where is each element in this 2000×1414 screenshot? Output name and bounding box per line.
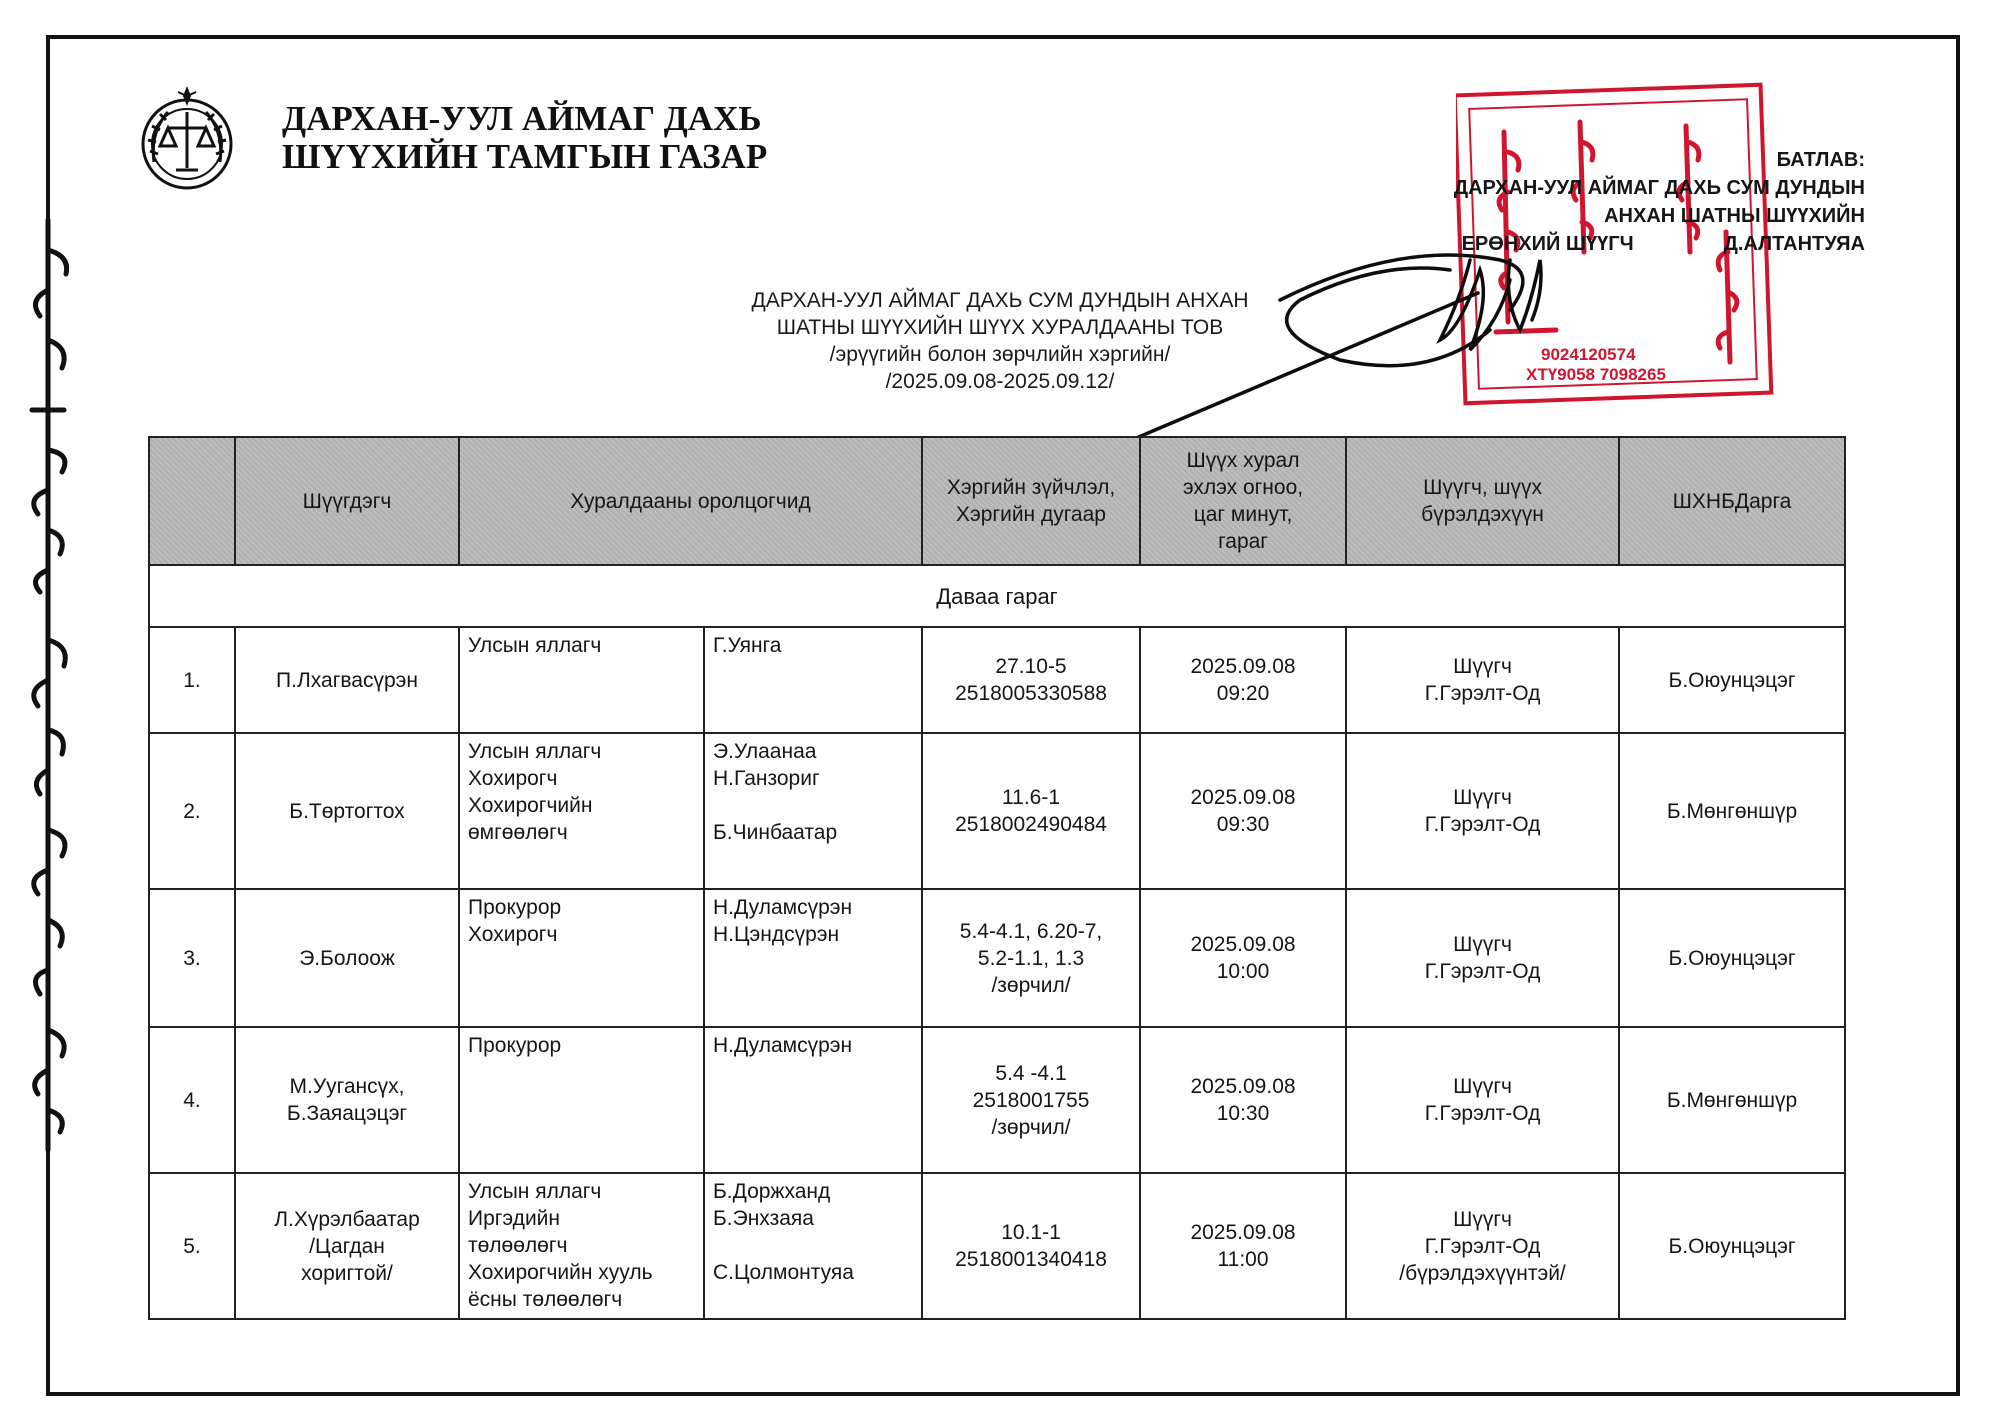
case-line: 2518002490484 [955,813,1107,836]
judge-cell [1346,1173,1619,1319]
judge-line: Шүүгч [1453,933,1512,956]
judge-cell [1346,1027,1619,1173]
judge-line: /бүрэлдэхүүнтэй/ [1399,1261,1566,1285]
participant-names-cell [704,627,922,733]
names-line: Б.Энхзаяа [713,1207,814,1230]
defendant-cell [235,627,459,733]
header-number [149,437,235,565]
approval-court-line1: ДАРХАН-УУЛ АЙМАГ ДАХЬ СУМ ДУНДЫН [1453,177,1865,199]
names-line: Н.Цэндсүрэн [713,923,840,946]
court-emblem-logo [138,82,236,200]
hearing-date: 2025.09.08 [1190,786,1296,809]
day-label: Даваа гараг [149,565,1845,627]
names-line: Б.Чинбаатар [713,821,838,844]
judge-cell [1346,627,1619,733]
case-cell [922,733,1140,889]
roles-line: Улсын яллагч [468,1180,602,1203]
case-line: 10.1-1 [1001,1221,1061,1244]
defendant-line: Б.Төртогтох [289,799,405,823]
names-line: Н.Дуламсүрэн [713,896,853,919]
secretary-cell: Б.Оюунцэцэг [1619,1173,1845,1319]
organization-title-line2: ШҮҮХИЙН ТАМГЫН ГАЗАР [282,137,768,176]
names-line: Г.Уянга [713,634,782,657]
judge-line: Г.Гэрэлт-Од [1424,682,1541,705]
case-line: 11.6-1 [1002,786,1061,809]
names-line: Э.Улаанаа [713,740,817,763]
table-row [149,627,1845,733]
roles-line: Улсын яллагч [468,634,602,657]
hearing-schedule-table [148,436,1846,1320]
secretary-cell: Б.Мөнгөншүр [1619,733,1845,889]
defendant-line: Э.Болоож [299,946,395,970]
approval-court-line2: АНХАН ШАТНЫ ШҮҮХИЙН [1604,205,1865,227]
defendant-line: Б.Заяацэцэг [286,1102,408,1125]
hearing-datetime-cell [1140,627,1346,733]
case-line: 27.10-5 [995,655,1067,678]
header-defendant: Шүүгдэгч [235,437,459,565]
hearing-time: 10:00 [1216,960,1270,983]
document-date-range: /2025.09.08-2025.09.12/ [885,370,1115,393]
secretary-cell: Б.Мөнгөншүр [1619,1027,1845,1173]
table-row [149,1173,1845,1319]
header-judge: Шүүгч, шүүх бүрэлдэхүүн [1346,437,1619,565]
header-participants: Хуралдааны оролцогчид [459,437,922,565]
judge-cell [1346,733,1619,889]
defendant-line: /Цагдан [309,1234,385,1258]
approval-label: БАТЛАВ: [1776,149,1865,171]
roles-line: Хохирогчийн хууль [468,1261,653,1284]
defendant-cell [235,889,459,1027]
defendant-line: П.Лхагвасүрэн [276,668,418,692]
hearing-date: 2025.09.08 [1190,1075,1296,1098]
roles-line: Улсын яллагч [468,740,602,763]
hearing-datetime-cell [1140,1173,1346,1319]
hearing-time: 09:30 [1216,813,1270,836]
names-line: Н.Ганзориг [713,767,820,790]
case-line: /зөрчил/ [991,973,1071,997]
row-number: 3. [149,889,235,1027]
judge-line: Г.Гэрэлт-Од [1424,1102,1541,1125]
participant-roles-cell [459,627,704,733]
document-title-block [720,287,1280,395]
hearing-time: 10:30 [1216,1102,1270,1125]
document-subtitle: /эрүүгийн болон зөрчлийн хэргийн/ [829,343,1171,366]
defendant-cell [235,1173,459,1319]
case-line: 5.2-1.1, 1.3 [977,946,1085,970]
judge-line: Шүүгч [1453,655,1512,678]
roles-line: Хохирогч [468,767,558,790]
stamp-number-1: 9024120574 [1541,345,1636,364]
case-cell [922,1027,1140,1173]
hearing-time: 11:00 [1217,1248,1269,1271]
judge-line: Шүүгч [1453,1075,1512,1098]
participant-names-cell [704,1173,922,1319]
organization-title [282,100,767,176]
participant-names-cell [704,889,922,1027]
case-cell [922,889,1140,1027]
day-row [149,565,1845,627]
row-number: 2. [149,733,235,889]
names-line: Н.Дуламсүрэн [713,1034,853,1057]
table-row [149,1027,1845,1173]
hearing-date: 2025.09.08 [1190,655,1296,678]
row-number: 5. [149,1173,235,1319]
defendant-cell [235,1027,459,1173]
header-case: Хэргийн зүйчлэл, Хэргийн дугаар [922,437,1140,565]
participant-roles-cell [459,889,704,1027]
judge-line: Г.Гэрэлт-Од [1424,960,1541,983]
roles-line: Хохирогч [468,923,558,946]
roles-line: өмгөөлөгч [468,821,568,844]
names-line: Б.Доржханд [713,1180,831,1203]
judge-line: Шүүгч [1453,786,1512,809]
defendant-line: Л.Хүрэлбаатар [274,1207,420,1231]
roles-line: төлөөлөгч [468,1234,568,1257]
document-title-line2: ШАТНЫ ШҮҮХИЙН ШҮҮХ ХУРАЛДААНЫ ТОВ [776,316,1224,339]
hearing-time: 09:20 [1216,682,1270,705]
participant-roles-cell [459,1173,704,1319]
judge-cell [1346,889,1619,1027]
table-row [149,733,1845,889]
case-line: 2518005330588 [955,682,1107,705]
table-header-row [149,437,1845,565]
judge-line: Г.Гэрэлт-Од [1424,813,1541,836]
stamp-number-2: ХТҮ9058 7098265 [1526,365,1666,384]
header-start-time: Шүүх хурал эхлэх огноо, цаг минут, гараг [1140,437,1346,565]
participant-names-cell [704,1027,922,1173]
roles-line: Прокурор [468,896,562,919]
participant-roles-cell [459,733,704,889]
secretary-cell: Б.Оюунцэцэг [1619,889,1845,1027]
row-number: 1. [149,627,235,733]
judge-line: Г.Гэрэлт-Од [1424,1234,1541,1258]
header-secretary: ШХНБДарга [1619,437,1845,565]
case-line: 2518001755 [972,1088,1090,1112]
roles-line: ёсны төлөөлөгч [468,1288,623,1311]
hearing-datetime-cell [1140,733,1346,889]
roles-line: Иргэдийн [468,1207,560,1230]
defendant-cell [235,733,459,889]
case-line: /зөрчил/ [991,1115,1071,1139]
case-cell [922,1173,1140,1319]
names-line: С.Цолмонтуяа [713,1261,854,1284]
hearing-date: 2025.09.08 [1190,933,1296,956]
table-row [149,889,1845,1027]
hearing-datetime-cell [1140,1027,1346,1173]
hearing-datetime-cell [1140,889,1346,1027]
names-line [713,1232,913,1259]
case-line: 5.4 -4.1 [995,1061,1067,1085]
case-line: 5.4-4.1, 6.20-7, [959,919,1103,943]
approval-position: ЕРӨНХИЙ ШҮҮГЧ [1461,233,1634,255]
defendant-line: М.Уугансүх, [289,1075,405,1098]
judge-line: Шүүгч [1453,1207,1512,1231]
document-title-line1: ДАРХАН-УУЛ АЙМАГ ДАХЬ СУМ ДУНДЫН АНХАН [751,289,1249,312]
organization-title-line1: ДАРХАН-УУЛ АЙМАГ ДАХЬ [282,99,762,138]
secretary-cell: Б.Оюунцэцэг [1619,627,1845,733]
roles-line: Прокурор [468,1034,562,1057]
hearing-date: 2025.09.08 [1190,1221,1296,1244]
row-number: 4. [149,1027,235,1173]
defendant-line: хоригтой/ [301,1261,393,1285]
case-line: 2518001340418 [955,1248,1107,1271]
roles-line: Хохирогчийн [468,794,593,817]
case-cell [922,627,1140,733]
approval-name: Д.АЛТАНТУЯА [1723,233,1865,255]
participant-names-cell [704,733,922,889]
names-line [713,792,913,819]
participant-roles-cell [459,1027,704,1173]
mongolian-script-vertical-text [2,210,82,1160]
